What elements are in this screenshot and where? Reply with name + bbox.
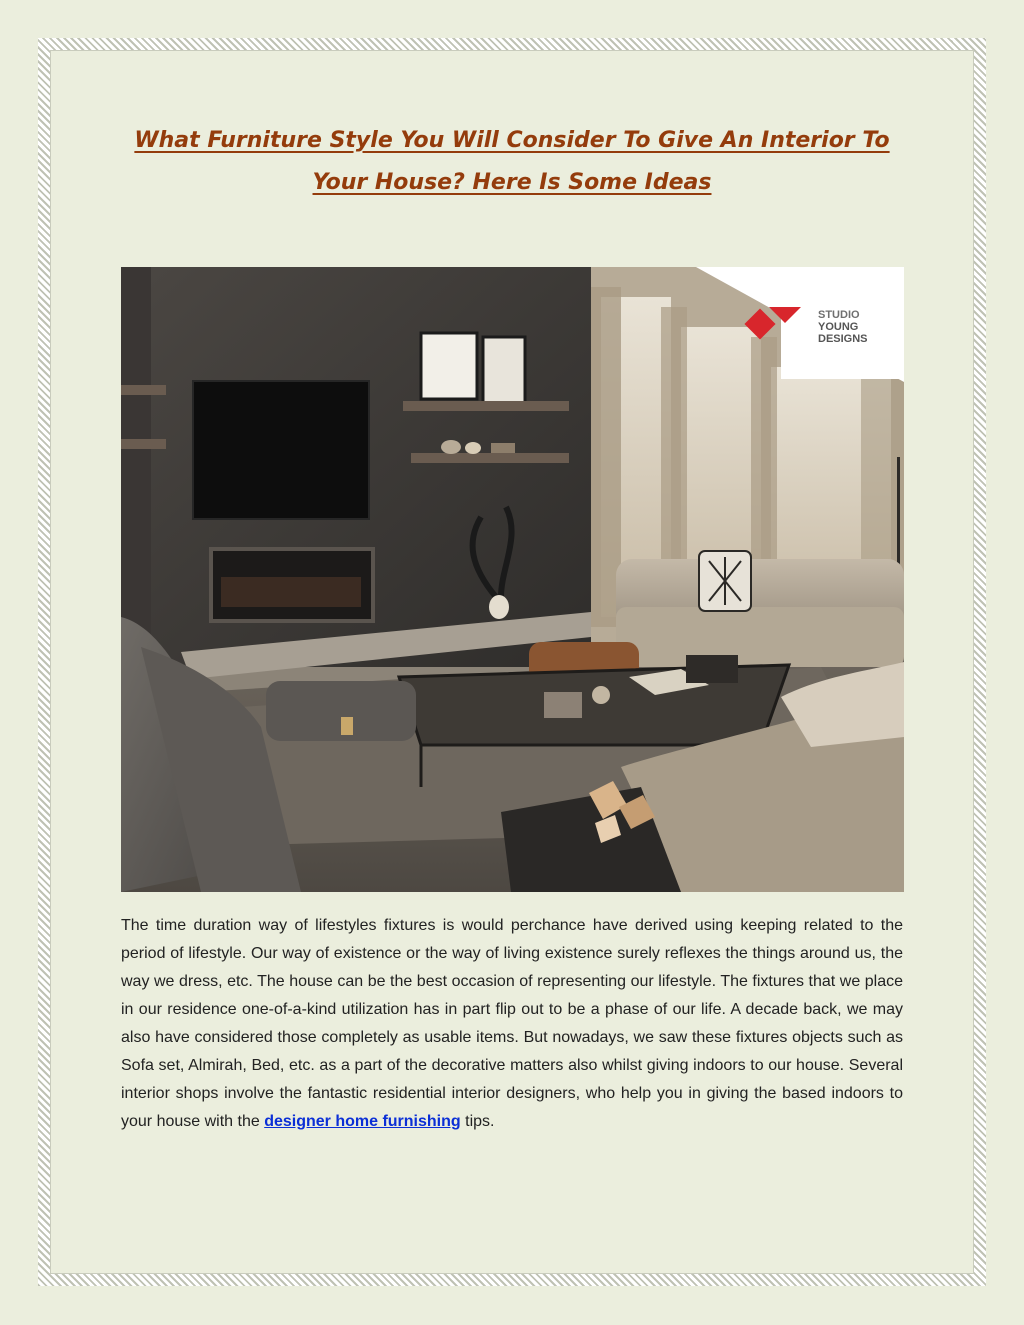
logo-young-text: YOUNG	[818, 321, 859, 333]
paragraph-text-end: tips.	[465, 1113, 495, 1130]
logo-designs-text: DESIGNS	[818, 333, 868, 345]
designer-home-furnishing-link[interactable]: designer home furnishing	[264, 1113, 461, 1130]
body-paragraph	[121, 912, 903, 1136]
document-title: What Furniture Style You Will Consider To Give An Interior To Your House? Here Is Some Ideas	[134, 128, 890, 195]
logo-studio-text: STUDIO	[818, 309, 860, 321]
paragraph-text: The time duration way of lifestyles fixtures is would perchance have derived using keeping related to the period of lifestyle. Our way of existence or the way of living existence surely reflexes the things around us, the way we dress, etc. The house can be the best occasion of representing our lifestyle. The fixtures that we place in our residence one-of-a-kind utilization has in part flip out to be a phase of our life. A decade back, we may also have considered those completely as usable items. But nowadays, we saw these fixtures objects such as Sofa set, Almirah, Bed, etc. as a part of the decorative matters also whilst giving indoors to our house. Several interior shops involve the fantastic residential interior designers, who help you in giving the based indoors to your house with the	[121, 917, 903, 1130]
living-room-photo	[121, 267, 904, 892]
